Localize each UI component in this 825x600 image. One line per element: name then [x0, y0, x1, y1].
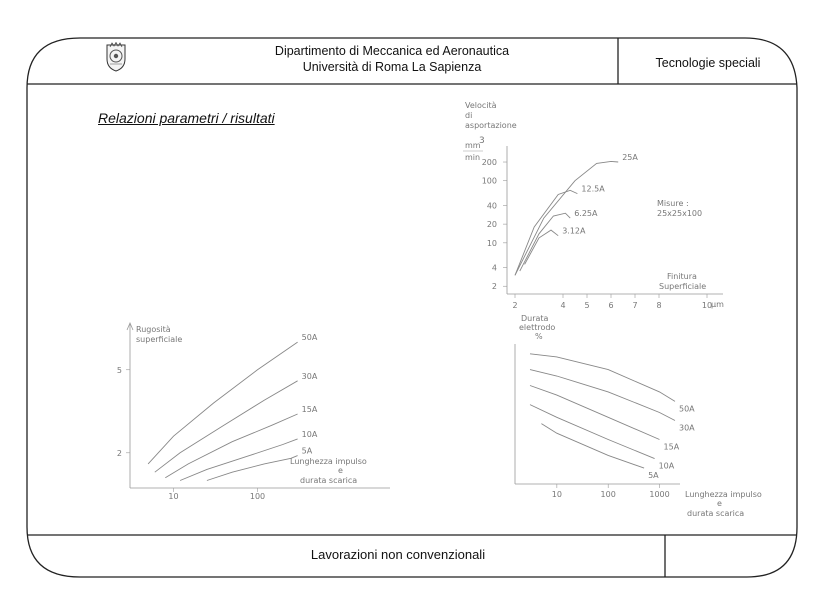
chart2-xlabel-2: e	[338, 466, 343, 475]
department-line-2: Università di Roma La Sapienza	[302, 60, 482, 74]
course-title: Tecnologie speciali	[655, 56, 761, 70]
chart3-series-label-1: 30A	[679, 423, 695, 433]
chart3-x-tick-label-1: 100	[600, 490, 616, 499]
chart1-ylabel-3: asportazione	[465, 121, 517, 130]
chart3-series-label-4: 5A	[648, 471, 659, 481]
chart1-x-tick-label-3: 6	[608, 301, 614, 310]
university-seal-icon	[104, 42, 128, 72]
chart1-x-ticks	[512, 294, 712, 310]
chart3-series-label-0: 50A	[679, 404, 695, 414]
footer-text: Lavorazioni non convenzionali	[310, 547, 486, 562]
chart1-series-line-0	[515, 161, 618, 275]
chart3-series-line-0	[530, 354, 675, 402]
chart1-annotation-1: Misure :	[657, 199, 689, 208]
chart3-xlabel-2: e	[717, 499, 722, 508]
chart2-series-label-3: 10A	[301, 429, 318, 439]
chart1-ylabel-2: di	[465, 111, 473, 120]
section-title: Relazioni parametri / risultati	[98, 110, 275, 126]
chart2-xlabel-1: Lunghezza impulso	[290, 457, 367, 466]
chart1-y-tick-label-5: 4	[491, 263, 497, 273]
chart3-x-tick-label-0: 10	[551, 490, 562, 499]
chart1-ylabel-1: Velocità	[465, 101, 497, 110]
chart1-series-label-0: 25A	[622, 153, 638, 163]
chart3-ylabel-1: Durata	[521, 314, 549, 323]
chart2-x-tick-label-0: 10	[168, 492, 179, 501]
chart1-ylabel-mm: mm	[465, 141, 481, 150]
chart1-series-label-2: 6.25A	[574, 209, 598, 219]
chart3-series-line-3	[530, 405, 655, 459]
chart-electrode-wear	[495, 312, 790, 522]
chart1-y-tick-label-1: 100	[481, 176, 497, 186]
chart1-xlabel-1: Finitura	[667, 272, 697, 281]
chart1-y-ticks	[482, 158, 507, 291]
department-line-1: Dipartimento di Meccanica ed Aeronautica	[274, 44, 510, 58]
chart2-series-label-0: 50A	[301, 333, 318, 343]
chart1-series-line-2	[520, 213, 570, 271]
chart3-series-line-1	[530, 370, 675, 421]
chart1-ylabel-exp: 3	[479, 136, 485, 146]
chart1-series-label-3: 3.12A	[562, 226, 586, 236]
chart3-ylabel-2: elettrodo	[519, 323, 556, 332]
chart1-x-unit: µm	[711, 300, 724, 309]
chart2-series-line-1	[155, 381, 298, 472]
chart1-series-label-1: 12.5A	[581, 184, 605, 194]
chart3-series-label-3: 10A	[658, 461, 675, 471]
chart1-series	[515, 153, 638, 275]
chart1-x-tick-label-1: 4	[560, 301, 566, 310]
chart2-y-tick-label-0: 5	[116, 365, 122, 375]
chart2-ylabel-2: superficiale	[136, 335, 183, 344]
chart3-series-label-2: 15A	[663, 442, 680, 452]
chart1-annotation-2: 25x25x100	[657, 209, 703, 218]
chart1-y-tick-label-6: 2	[491, 282, 497, 292]
chart2-y-tick-label-1: 2	[116, 448, 122, 458]
chart3-xlabel-1: Lunghezza impulso	[685, 490, 762, 499]
chart2-xlabel-3: durata scarica	[300, 476, 358, 485]
chart1-ylabel-min: min	[465, 153, 481, 162]
chart2-y-ticks	[117, 366, 130, 458]
chart1-y-tick-label-3: 20	[486, 220, 497, 230]
chart1-y-tick-label-4: 10	[486, 238, 497, 248]
chart2-series-line-0	[148, 342, 298, 464]
chart3-series-line-2	[530, 386, 660, 440]
chart-roughness	[100, 318, 410, 508]
chart1-x-tick-label-2: 5	[584, 301, 590, 310]
chart3-ylabel-3: %	[535, 332, 543, 341]
chart1-x-tick-label-6: 10	[701, 301, 713, 310]
chart3-x-tick-label-2: 1000	[649, 490, 670, 499]
chart1-y-tick-label-2: 40	[486, 201, 497, 211]
chart2-series-line-4	[207, 456, 298, 481]
chart3-xlabel-3: durata scarica	[687, 509, 745, 518]
chart2-x-tick-label-1: 100	[249, 492, 266, 501]
chart3-series	[530, 354, 695, 480]
chart2-x-ticks	[168, 488, 265, 501]
chart2-series-label-1: 30A	[301, 371, 318, 381]
chart1-series-line-3	[525, 230, 559, 264]
chart1-x-tick-label-0: 2	[512, 301, 518, 310]
chart1-xlabel-2: Superficiale	[659, 282, 707, 291]
chart1-x-tick-label-4: 7	[632, 301, 638, 310]
chart3-series-line-4	[541, 424, 644, 469]
chart2-series-line-3	[180, 439, 298, 481]
chart1-y-tick-label-0: 200	[481, 158, 497, 168]
chart2-series-label-2: 15A	[301, 405, 318, 415]
chart3-axes	[515, 344, 680, 484]
chart-removal-rate	[455, 96, 755, 321]
department-title	[240, 43, 544, 75]
chart3-x-ticks	[552, 484, 670, 499]
chart2-series-label-4: 5A	[301, 446, 313, 456]
chart1-x-tick-label-5: 8	[656, 301, 662, 310]
chart2-ylabel-1: Rugosità	[136, 325, 171, 334]
